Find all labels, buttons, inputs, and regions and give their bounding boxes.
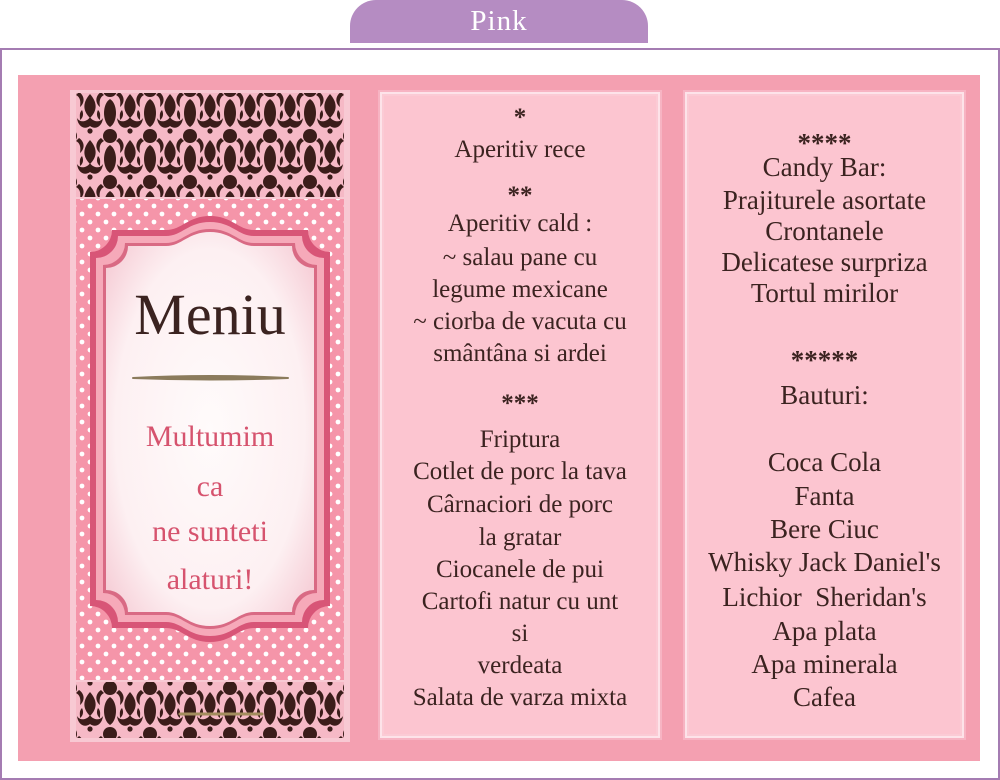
menu-line: Cârnaciori de porc xyxy=(426,491,614,518)
menu-line: Tortul mirilor xyxy=(750,278,899,308)
damask-band-top xyxy=(76,93,344,197)
menu-line: Cotlet de porc la tava xyxy=(413,458,627,485)
menu-line: ~ salau pane cu xyxy=(442,244,598,271)
color-variant-tab: Pink xyxy=(350,0,648,43)
menu-title: Meniu xyxy=(134,282,286,347)
course-2-marker: ** xyxy=(507,182,533,209)
candy-bar-heading: Candy Bar: xyxy=(762,152,887,182)
course-4-marker: **** xyxy=(797,128,852,158)
hot-appetizer-heading: Aperitiv cald : xyxy=(447,210,593,237)
title-divider xyxy=(133,376,288,380)
thanks-line-4: alaturi! xyxy=(166,563,254,596)
damask-band-bottom xyxy=(76,682,344,738)
main-course-heading: Friptura xyxy=(479,426,561,453)
menu-line: Prajiturele asortate xyxy=(722,185,927,215)
menu-line: smântâna si ardei xyxy=(433,340,607,367)
menu-courses-panel xyxy=(378,90,662,740)
menu-cover-panel xyxy=(70,90,350,742)
drink-item: Whisky Jack Daniel's xyxy=(708,547,941,577)
thanks-line-2: ca xyxy=(196,470,224,503)
course-1-marker: * xyxy=(513,104,527,131)
drinks-heading: Bauturi: xyxy=(780,380,869,410)
cold-appetizer-heading: Aperitiv rece xyxy=(454,136,586,163)
course-5-marker: ***** xyxy=(790,345,859,375)
menu-line: Crontanele xyxy=(765,216,884,246)
drink-item: Lichior Sheridan's xyxy=(722,582,927,612)
menu-line: la gratar xyxy=(478,524,562,551)
menu-line: verdeata xyxy=(477,652,563,679)
menu-line: Delicatese surpriza xyxy=(721,247,928,277)
menu-line: ~ ciorba de vacuta cu xyxy=(413,308,627,335)
drink-item: Fanta xyxy=(794,481,855,511)
menu-line: Ciocanele de pui xyxy=(436,556,604,583)
menu-line: si xyxy=(511,620,529,647)
drink-item: Apa plata xyxy=(772,616,877,646)
course-3-marker: *** xyxy=(501,390,539,417)
drink-item: Apa minerala xyxy=(751,649,898,679)
menu-line: Cartofi natur cu unt xyxy=(421,588,619,615)
menu-line: Salata de varza mixta xyxy=(412,684,628,711)
drink-item: Cafea xyxy=(793,682,856,712)
drink-item: Bere Ciuc xyxy=(770,514,879,544)
thanks-line-3: ne sunteti xyxy=(152,515,268,548)
cover-artwork xyxy=(70,90,350,742)
thanks-line-1: Multumim xyxy=(145,420,275,453)
menu-line: legume mexicane xyxy=(432,276,608,303)
dessert-drinks-panel xyxy=(683,90,966,740)
drink-item: Coca Cola xyxy=(767,447,882,477)
